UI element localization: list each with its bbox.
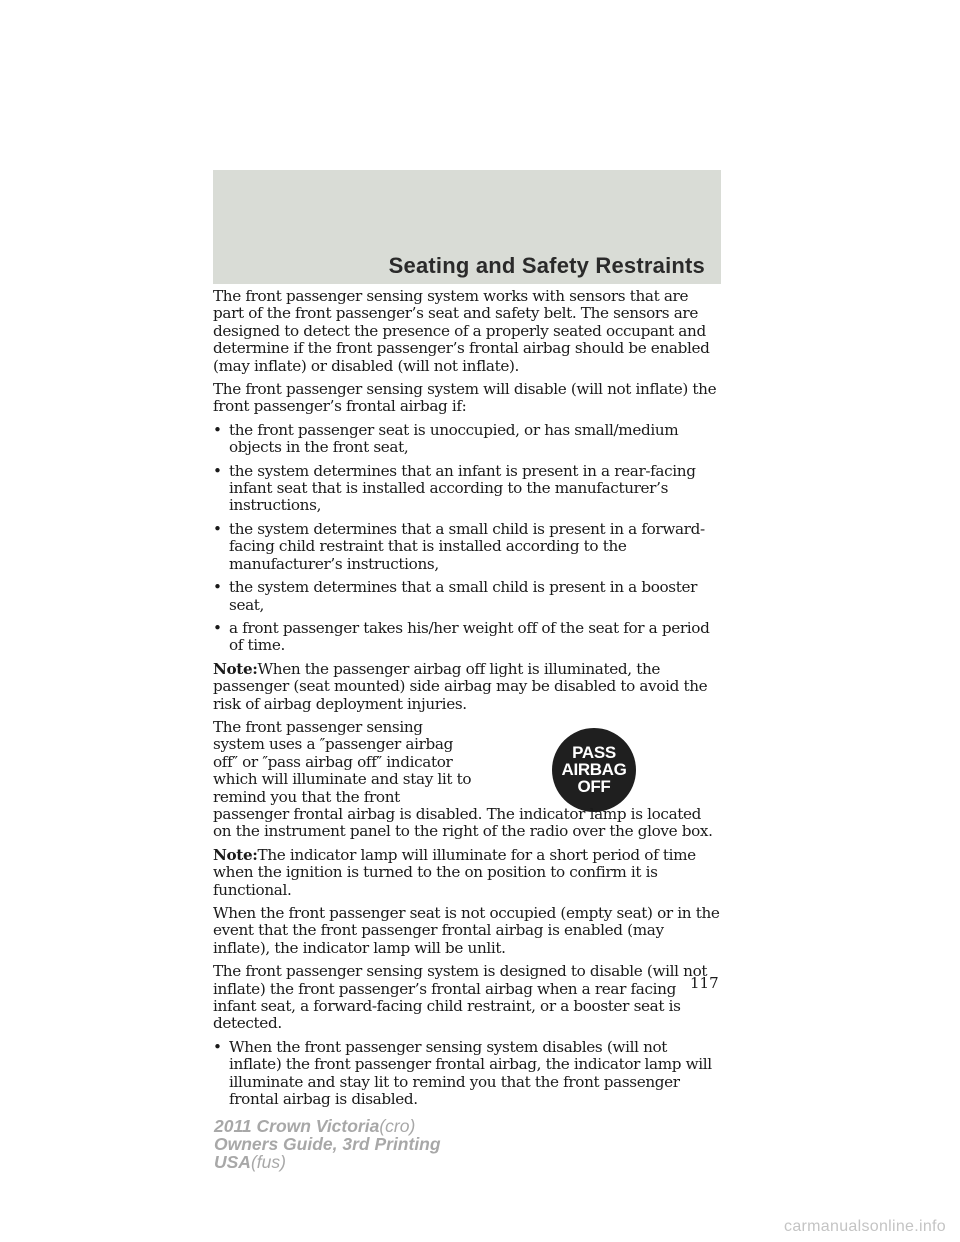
list-item-text: the front passenger seat is unoccupied, or has small/medium objects in the front seat, (229, 420, 679, 457)
footer-model: 2011 Crown Victoria (214, 1116, 380, 1136)
bullet-icon: • (213, 1037, 222, 1056)
site-watermark: carmanualsonline.info (784, 1218, 946, 1235)
indicator-line-off: OFF (577, 777, 611, 797)
note-airbag-off-light (213, 661, 723, 713)
footer-line-edition: Owners Guide, 3rd Printing (214, 1134, 441, 1154)
footer-region-code: (fus) (250, 1152, 286, 1172)
note-text: The indicator lamp will illuminate for a short period of time when the ignition is turned to the on position to confirm it is functional. (213, 845, 696, 899)
paragraph-unoccupied: When the front passenger seat is not occupied (empty seat) or in the event that the front passenger frontal airbag is enabled (may inflate), the indicator lamp will be unlit. (213, 904, 720, 957)
indicator-line-pass: PASS (572, 743, 616, 763)
section-title: Seating and Safety Restraints (388, 253, 705, 278)
paragraph-disable-conditions: The front passenger sensing system will disable (will not inflate) the front passenger’s frontal airbag if: (213, 380, 717, 416)
bullet-icon: • (213, 618, 222, 637)
indicator-line-airbag: AIRBAG (561, 760, 627, 780)
list-item (213, 579, 723, 614)
bullet-icon: • (213, 578, 222, 597)
list-item (213, 422, 723, 457)
list-item (213, 620, 723, 655)
section-header-band (213, 170, 721, 284)
list-item (213, 521, 723, 573)
note-text: When the passenger airbag off light is illuminated, the passenger (seat mounted) side airbag may be disabled to avoid the risk of airbag deployment injuries. (213, 659, 708, 713)
note-label: Note: (213, 845, 258, 864)
note-label: Note: (213, 659, 258, 678)
list-item (213, 1039, 723, 1109)
indicator-figure (473, 719, 723, 803)
list-item (213, 463, 723, 515)
paragraph-indicator-description: The front passenger sensing system uses a ″passenger airbag off″ or ″pass airbag off″ indicator which will illuminate and stay lit to remind you that the front passenger frontal airbag is disabled. The indicator lamp is located on the instrument panel to the right of the radio over the glove box. (213, 717, 713, 841)
footer-model-code: (cro) (379, 1116, 416, 1136)
page-number: 117 (690, 974, 719, 992)
pass-airbag-off-icon (552, 728, 636, 812)
paragraph-intro: The front passenger sensing system works with sensors that are part of the front passenger’s seat and safety belt. The sensors are designed to detect the presence of a properly seated occupant and determine if the front passenger’s frontal airbag should be enabled (may inflate) or disabled (will not inflate). (213, 287, 710, 375)
list-item-text: a front passenger takes his/her weight off of the seat for a period of time. (229, 618, 710, 655)
paragraph-design: The front passenger sensing system is designed to disable (will not inflate) the front passenger’s frontal airbag when a rear facing infant seat, a forward-facing child restraint, or a booster seat is detected. (213, 962, 708, 1033)
list-item-text: When the front passenger sensing system disables (will not inflate) the front passenger frontal airbag, the indicator lamp will illuminate and stay lit to remind you that the front passenger frontal airbag is disabled. (229, 1037, 712, 1109)
bullet-icon: • (213, 420, 222, 439)
list-item-text: the system determines that a small child is present in a forward-facing child restraint that is installed according to the manufacturer’s instructions, (229, 519, 705, 573)
footer-region: USA (214, 1152, 251, 1172)
list-item-text: the system determines that an infant is present in a rear-facing infant seat that is installed according to the manufacturer’s instructions, (229, 461, 696, 515)
list-item-text: the system determines that a small child is present in a booster seat, (229, 578, 698, 614)
bullet-icon: • (213, 519, 222, 538)
page-body (213, 288, 723, 1114)
document-footer (214, 1117, 441, 1171)
note-indicator-check (213, 847, 723, 899)
footer-line-region (214, 1153, 441, 1171)
bullet-icon: • (213, 461, 222, 480)
footer-line-model (214, 1117, 441, 1135)
